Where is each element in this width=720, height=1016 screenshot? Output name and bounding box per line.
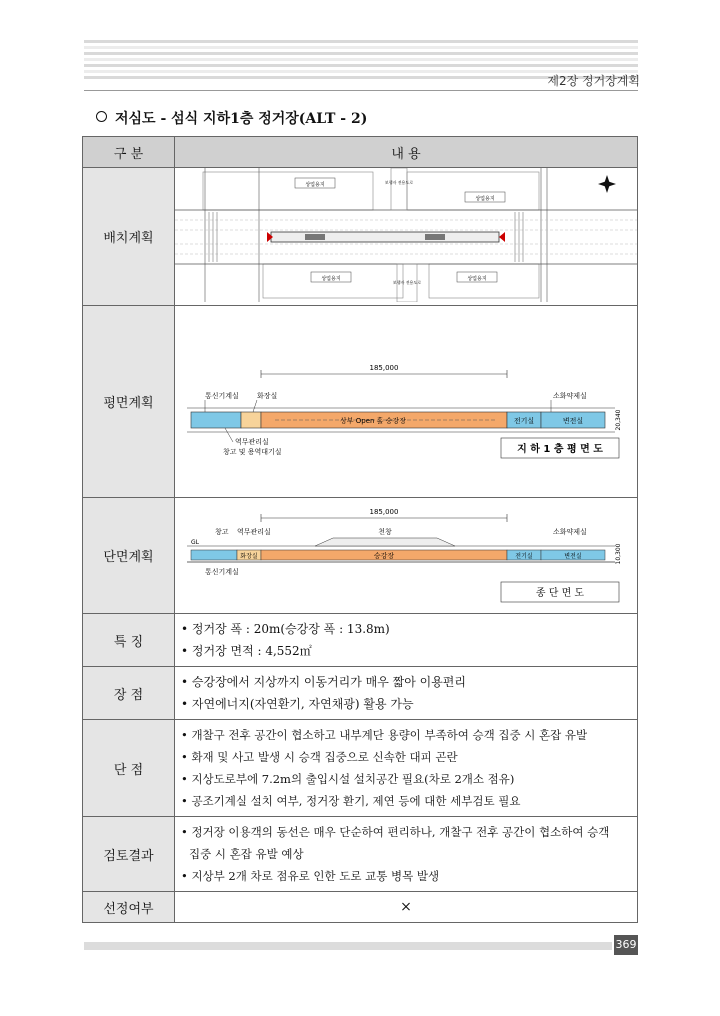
header-divider [84,90,638,91]
row-label-disadvantages: 단 점 [83,720,175,817]
advantages-cell [175,667,638,720]
disadvantages-cell [175,720,638,817]
list-item: • 승강장에서 지상까지 이동거리가 매우 짧아 이용편리 [181,675,466,689]
list-item: • 자연에너지(자연환기, 자연채광) 활용 가능 [181,697,414,711]
row-label-section: 단면계획 [83,498,175,614]
table-header-row [83,137,638,168]
footer-bar [84,942,612,950]
section-figure-cell [175,498,638,614]
station-office-label: 역무관리실 [237,528,271,536]
storage-label: 창고 및 용역대기실 [223,448,282,456]
floor-plan-drawing [175,306,637,494]
row-label-advantages: 장 점 [83,667,175,720]
list-item: • 정거장 폭 : 20m(승강장 폭 : 13.8m) [181,622,390,636]
list-item: • 공조기계실 설치 여부, 정거장 환기, 제연 등에 대한 세부검토 필요 [181,794,521,808]
toilet-label: 화장실 [240,553,258,560]
row-label-layout: 배치계획 [83,168,175,306]
list-item: 집중 시 혼잡 유발 예상 [189,847,304,861]
electric-room-label: 전기실 [513,417,535,425]
row-label-features: 특 징 [83,614,175,667]
list-item: • 화재 및 사고 발생 시 승객 집중으로 신속한 대피 곤란 [181,750,458,764]
page-number: 369 [614,935,638,955]
station-office-label: 역무관리실 [235,438,269,446]
substation-label: 변전실 [564,553,582,560]
substation-label: 변전실 [562,417,584,425]
row-label-review: 검토결과 [83,817,175,892]
list-item: • 지상도로부에 7.2m의 출입시설 설치공간 필요(차로 2개소 점유) [181,772,515,786]
table-row [83,817,638,892]
zone-label: 상업용지 [475,196,495,202]
col-header-category: 구 분 [83,137,175,168]
circle-bullet-icon [96,111,107,122]
pedestrian-road-label: 보행자 전용도로 [392,280,422,285]
telecom-room-label: 통신기계실 [205,392,239,400]
layout-figure-cell [175,168,638,306]
table-row [83,892,638,923]
section-dimension: 185,000 [369,508,399,516]
platform-label: 상부 Open 홀 승강장 [340,417,406,425]
features-cell [175,614,638,667]
plan-caption: 지 하 1 층 평 면 도 [517,444,603,455]
row-label-selection: 선정여부 [83,892,175,923]
plan-height-dimension: 20,340 [615,409,622,431]
toilet-label: 화장실 [257,392,278,400]
electric-room-label: 전기실 [515,553,533,560]
row-label-plan: 평면계획 [83,306,175,498]
comparison-table [82,136,638,923]
pedestrian-road-label: 보행자 전용도로 [384,180,414,185]
section-caption: 종 단 면 도 [535,588,585,599]
list-item: • 개찰구 전후 공간이 협소하고 내부계단 용량이 부족하여 승객 집중 시 혼잡 유발 [181,728,588,742]
fire-agent-room-label: 소화약제실 [553,528,587,536]
chapter-title: 제2장 정거장계획 [547,74,640,88]
table-row [83,614,638,667]
list-item: • 지상부 2개 차로 점유로 인한 도로 교통 병목 발생 [181,869,440,883]
fire-agent-room-label: 소화약제실 [553,392,587,400]
skylight-label: 천창 [378,528,392,536]
table-row [83,720,638,817]
table-row [83,667,638,720]
zone-label: 상업용지 [321,276,341,282]
telecom-room-label: 통신기계실 [205,568,239,576]
table-row [83,168,638,306]
storage-label: 창고 [215,528,229,536]
review-cell [175,817,638,892]
zone-label: 상업용지 [467,276,487,282]
list-item: • 정거장 이용객의 동선은 매우 단순하여 편리하나, 개찰구 전후 공간이 협소하여 승객 [181,825,610,839]
section-title [96,108,367,128]
table-row [83,498,638,614]
plan-figure-cell [175,306,638,498]
zone-label: 상업용지 [305,182,325,188]
list-item: • 정거장 면적 : 4,552㎡ [181,644,312,658]
selection-value: × [175,892,638,923]
section-title-text: 저심도 - 섬식 지하1층 정거장(ALT - 2) [115,111,368,127]
layout-plan-drawing [175,168,637,302]
plan-dimension: 185,000 [369,364,399,372]
section-drawing [175,498,637,610]
section-height-dimension: 10,300 [615,543,622,565]
table-row [83,306,638,498]
col-header-content: 내 용 [175,137,638,168]
platform-label: 승강장 [373,552,395,560]
ground-level-label: GL [191,539,199,546]
